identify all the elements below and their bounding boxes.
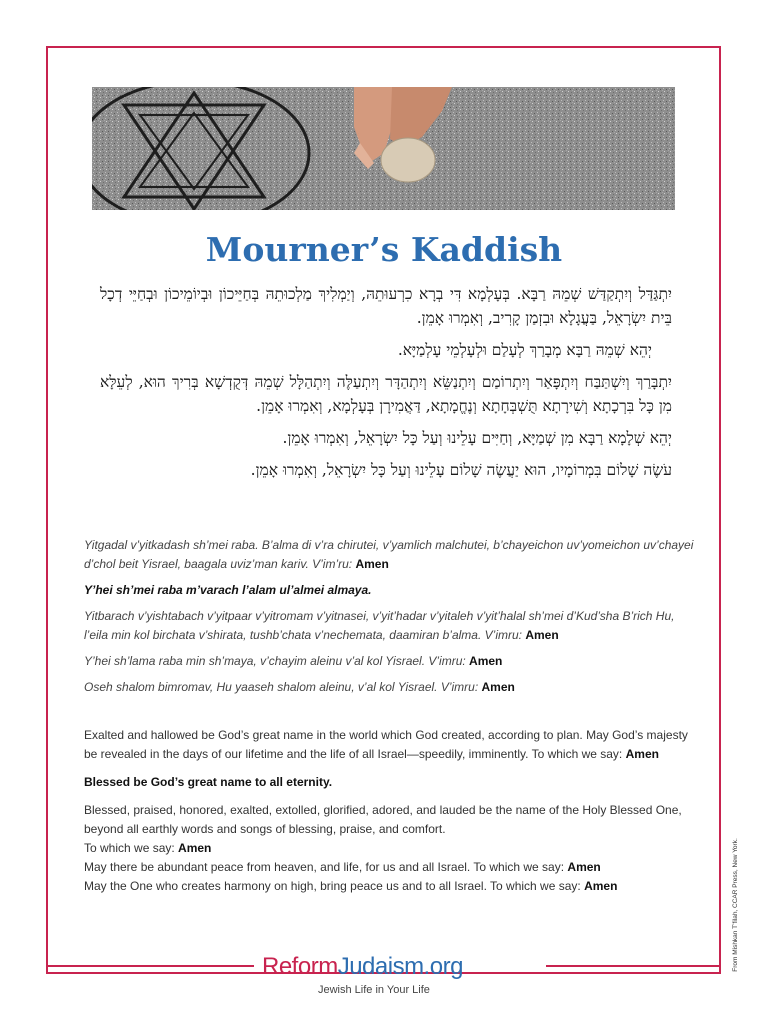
reformjudaism-logo[interactable] (262, 953, 502, 981)
logo-part-reform: Reform (262, 953, 338, 980)
translit-paragraph (84, 536, 694, 574)
english-text: Exalted and hallowed be God’s great name in the world which God created, according to plan. May God’s majesty be revealed in the days of our lifetime and the life of all Israel—speedily, imminently. To which we say: (84, 728, 688, 761)
amen-label: Amen (355, 557, 389, 571)
amen-label: Amen (469, 654, 503, 668)
hebrew-paragraph: עֹשֶׂה שָׁלוֹם בִּמְרוֹמָיו, הוּא יַעֲשֶׂה שָׁלוֹם עָלֵינוּ וְעַל כָּל יִשְׂרָאֵל, וְאִמְרוּ אָמֵן. (250, 461, 672, 479)
translit-text: Y’hei sh’lama raba min sh’maya, v’chayim aleinu v’al kol Yisrael. V’imru: (84, 654, 470, 668)
logo-part-judaism: Judaism.org (337, 953, 463, 980)
english-text: May the One who creates harmony on high, bring peace us and to all Israel. To which we say: (84, 879, 585, 893)
translit-text: Yitgadal v’yitkadash sh’mei raba. B’alma di v’ra chirutei, v’yamlich malchutei, b’chayeichon uv’yomeichon uv’chayei d’chol beit Yisrael, baagala uviz’man kariv. V’im’ru: (84, 538, 694, 571)
hebrew-paragraph: יְהֵא שְׁמֵהּ רַבָּא מְבָרַךְ לְעָלַם וּלְעָלְמֵי עָלְמַיָּא. (397, 341, 652, 359)
amen-label: Amen (625, 747, 659, 761)
english-paragraph: Blessed be God’s great name to all eternity. (84, 775, 333, 789)
english-paragraph (84, 726, 694, 764)
transliteration (84, 536, 694, 704)
english-translation (84, 726, 694, 905)
page-title: Mourner’s Kaddish (205, 230, 563, 269)
hebrew-paragraph: יִתְגַּדַּל וְיִתְקַדַּשׁ שְׁמֵהּ רַבָּא. בְּעָלְמָא דִּי בְרָא כִרְעוּתֵהּ, וְיַמְלִיךְ מַלְכוּתֵהּ בְּחַיֵּיכוֹן וּבְיוֹמֵיכוֹן וּבְחַיֵּי דְכָל בֵּית יִשְׂרָאֵל, בַּעֲגָלָא וּבִזְמַן קָרִיב, וְאִמְרוּ אָמֵן. (100, 285, 672, 327)
english-text: May there be abundant peace from heaven, and life, for us and all Israel. To which we say: (84, 860, 568, 874)
translit-text: Oseh shalom bimromav, Hu yaaseh shalom aleinu, v’al kol Yisrael. V’imru: (84, 680, 482, 694)
amen-label: Amen (584, 879, 618, 893)
source-credit: From Mishkan T’filah, CCAR Press, New York. (732, 838, 739, 972)
amen-label: Amen (525, 628, 559, 642)
hebrew-paragraph: יִתְבָּרַךְ וְיִשְׁתַּבַּח וְיִתְפָּאַר וְיִתְרוֹמַם וְיִתְנַשֵּׂא וְיִתְהַדָּר וְיִתְעַלֶּה וְיִתְהַלָּל שְׁמֵהּ דְּקֻדְשָׁא בְּרִיךְ הוּא, לְעֵלָּא מִן כָּל בִּרְכָתָא וְשִׁירָתָא תֻּשְׁבְּחָתָא וְנֶחֱמָתָא, דַּאֲמִירָן בְּעָלְמָא, וְאִמְרוּ אָמֵן. (100, 373, 672, 415)
english-text: Blessed, praised, honored, exalted, extolled, glorified, adored, and lauded be the name of the Holy Blessed One, beyond all earthly words and songs of blessing, praise, and comfort. (84, 803, 682, 836)
amen-label: Amen (567, 860, 601, 874)
logo-tagline: Jewish Life in Your Life (318, 984, 430, 996)
translit-paragraph (84, 678, 694, 697)
amen-label: Amen (178, 841, 212, 855)
hebrew-paragraph: יְהֵא שְׁלָמָא רַבָּא מִן שְׁמַיָּא, וְחַיִּים עָלֵינוּ וְעַל כָּל יִשְׂרָאֵל, וְאִמְרוּ אָמֵן. (282, 429, 672, 447)
english-text: To which we say: (84, 841, 179, 855)
header-photo (92, 87, 675, 210)
amen-label: Amen (481, 680, 515, 694)
hebrew-text (100, 282, 672, 490)
translit-paragraph: Y’hei sh’mei raba m’varach l’alam ul’almei almaya. (84, 583, 372, 597)
translit-paragraph (84, 652, 694, 671)
english-paragraph (84, 801, 694, 896)
stone-image (381, 138, 435, 182)
translit-text: Yitbarach v’yishtabach v’yitpaar v’yitromam v’yitnasei, v’yit’hadar v’yitaleh v’yit’halal sh’mei d’Kud’sha B’rich Hu, l’eila min kol birchata v’shirata, tushb’chata v’nechemata, daamiran b’alma. V’imru: (84, 609, 675, 642)
translit-paragraph (84, 607, 694, 645)
